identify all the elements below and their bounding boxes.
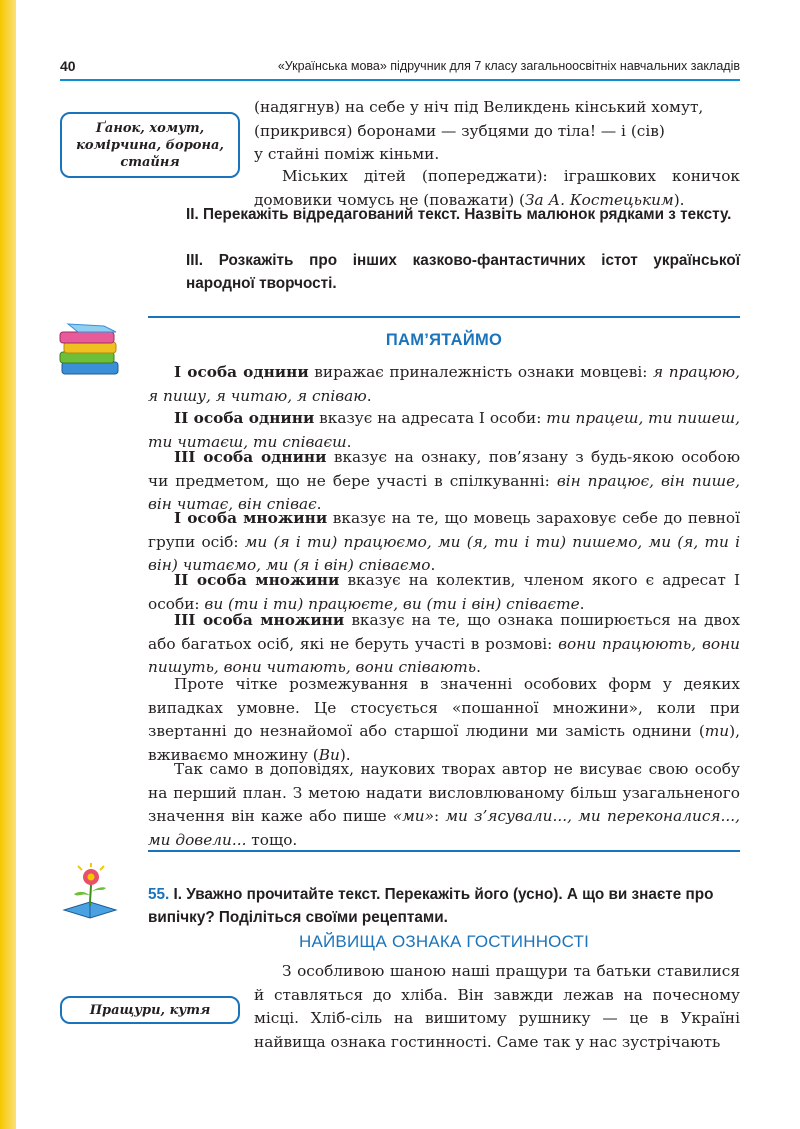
paragraph-text: Так само в доповідях, наукових творах автор не висуває свою особу на перший план. З метою надати висловлюваному більш узагальненого значення він каже або пише	[148, 760, 740, 825]
definition: вказує на те, що мовець зараховує себе до певної групи осіб:	[148, 509, 740, 551]
paragraph-text: ), вживаємо множину (	[148, 722, 740, 764]
task-2: II. Перекажіть відредагований текст. Назвіть малюнок рядками з тексту.	[186, 206, 732, 223]
term: I особа однини	[174, 363, 309, 381]
memo-paragraph	[148, 609, 740, 680]
page-number: 40	[60, 58, 76, 74]
example: ти працеш, ти пишеш, ти читаєш, ти співаєш	[148, 409, 741, 451]
punct: .	[366, 386, 372, 405]
punct: .	[430, 556, 436, 574]
definition: вказує на адресата I особи:	[314, 409, 547, 427]
definition: вказує на ознаку, пов’язану з будь-якою особою чи предметом, що не бере участі в спілкуванні:	[148, 448, 741, 490]
definition: вказує на те, що ознака поширюється на двох або багатьох осіб, які не беруть участі в розмові:	[148, 611, 740, 653]
memo-paragraph	[148, 446, 740, 517]
task-3: III. Розкажіть про інших казково-фантастичних істот української народної творчості.	[186, 252, 740, 292]
paragraph-text: ).	[339, 745, 351, 764]
vocabulary-box	[60, 112, 240, 178]
definition: виражає приналежність ознаки мовцеві:	[308, 363, 653, 381]
story-title: НАЙВИЩА ОЗНАКА ГОСТИННОСТІ	[298, 932, 590, 951]
header-divider	[60, 79, 740, 81]
paragraph-text: Міських дітей (попереджати): іграшкових коничок домовики чомусь не (поважати) (	[254, 167, 740, 209]
page-header	[60, 56, 740, 78]
paragraph-text: тощо.	[246, 830, 298, 849]
vocabulary-words: Пращури, кутя	[89, 1002, 211, 1018]
example: ви (ти і ти) працюєте, ви (ти і він) співаєте	[204, 594, 580, 613]
source-citation: За А. Костецьким	[525, 190, 674, 209]
term: II особа множини	[174, 571, 340, 589]
punct: .	[579, 594, 585, 613]
paragraph-text: :	[433, 807, 446, 825]
books-stack-icon	[54, 322, 126, 378]
flower-book-icon	[60, 862, 120, 922]
punct: .	[346, 432, 352, 451]
memo-paragraph	[148, 673, 740, 767]
paragraph-text: Проте чітке розмежування в значенні особових форм у деяких випадках умовне. Це стосується «пошанної множини», коли при звертанні до незнайомої або старшої людини ми замість однини (	[148, 675, 740, 740]
example: вони працюють, вони пишуть, вони читають, вони співають	[148, 634, 740, 676]
memo-paragraph	[148, 758, 740, 852]
example: Ви	[318, 745, 340, 764]
vocabulary-box	[60, 996, 240, 1024]
book-title: «Українська мова» підручник для 7 класу загальноосвітніх навчальних закладів	[277, 59, 740, 73]
example: ти	[704, 722, 730, 740]
text-line: (прикрився) боронами — зубцями до тіла! — і (сів)	[254, 121, 665, 140]
memo-paragraph	[148, 507, 740, 578]
example: ми з’ясували..., ми переконалися..., ми довели...	[148, 807, 740, 849]
exercise-text: I. Уважно прочитайте текст. Перекажіть його (усно). А що ви знаєте про випічку? Поділіться своїми рецептами.	[148, 886, 714, 926]
example: ми (я і ти) працюємо, ми (я, ти і ти) пишемо, ми (я, ти і він) читаємо, ми (я і він) співаємо	[148, 532, 740, 574]
text-line: (надягнув) на себе у ніч під Великдень кінський хомут,	[254, 98, 704, 116]
example: він працює, він пише, він читає, він співає	[148, 471, 740, 513]
exercise-55	[148, 883, 740, 929]
term: I особа множини	[174, 509, 328, 527]
punct: .	[316, 495, 322, 513]
memo-top-rule	[148, 316, 740, 318]
example: я працюю, я пишу, я читаю, я співаю	[148, 363, 740, 405]
page-edge-bar	[0, 0, 16, 1129]
paragraph-end: ).	[673, 190, 685, 209]
vocabulary-words: Ґанок, хомут, комірчина, борона, стайня	[76, 120, 224, 170]
memo-bottom-rule	[148, 850, 740, 852]
punct: .	[476, 658, 481, 676]
definition: вказує на колектив, членом якого є адресат I особи:	[148, 571, 740, 613]
example: «ми»	[392, 807, 434, 825]
continued-paragraph	[254, 96, 740, 167]
memo-paragraph	[148, 361, 740, 408]
term: III особа множини	[174, 611, 345, 629]
term: III особа однини	[174, 448, 327, 466]
exercise-number: 55.	[148, 886, 170, 903]
term: II особа однини	[174, 409, 315, 427]
text-line: у стайні поміж кіньми.	[254, 145, 440, 163]
memo-title: ПАМ’ЯТАЙМО	[385, 331, 503, 349]
story-text: З особливою шаною наші пращури та батьки ставилися й ставляться до хліба. Він завжди лежав на почесному місці. Хліб-сіль на вишитому рушнику — це в Україні найвища ознака гостинності. Саме так у нас зустрічають	[254, 962, 740, 1051]
